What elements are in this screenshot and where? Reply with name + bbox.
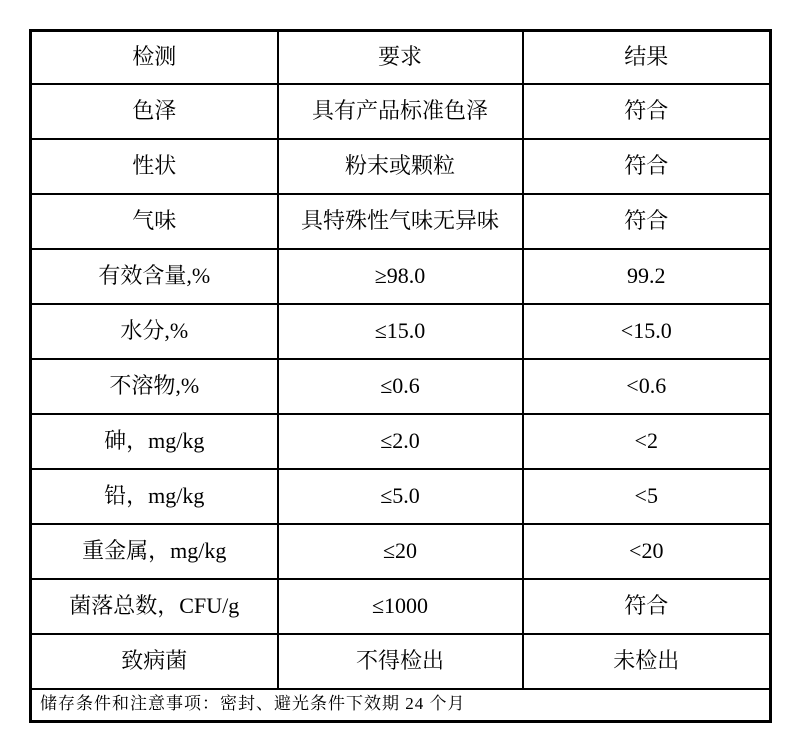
table-row bbox=[31, 304, 771, 359]
cell-requirement: 具有产品标准色泽 bbox=[278, 84, 523, 139]
cell-result: <2 bbox=[523, 414, 771, 469]
cell-result: <0.6 bbox=[523, 359, 771, 414]
table-row bbox=[31, 359, 771, 414]
table-header-row bbox=[31, 31, 771, 84]
cell-result: 符合 bbox=[523, 139, 771, 194]
cell-requirement: ≤20 bbox=[278, 524, 523, 579]
cell-result: 99.2 bbox=[523, 249, 771, 304]
cell-requirement: ≤1000 bbox=[278, 579, 523, 634]
table-row bbox=[31, 414, 771, 469]
storage-conditions-note: 储存条件和注意事项：密封、避光条件下效期 24 个月 bbox=[31, 689, 771, 722]
cell-requirement: ≤2.0 bbox=[278, 414, 523, 469]
inspection-table bbox=[29, 29, 772, 723]
table-row bbox=[31, 634, 771, 689]
cell-requirement: 不得检出 bbox=[278, 634, 523, 689]
cell-item: 水分,% bbox=[31, 304, 278, 359]
table-row bbox=[31, 139, 771, 194]
table-row bbox=[31, 579, 771, 634]
table-row bbox=[31, 194, 771, 249]
table-row bbox=[31, 524, 771, 579]
cell-item: 不溶物,% bbox=[31, 359, 278, 414]
cell-item: 铅，mg/kg bbox=[31, 469, 278, 524]
spec-sheet bbox=[29, 29, 772, 723]
cell-result: <20 bbox=[523, 524, 771, 579]
cell-item: 色泽 bbox=[31, 84, 278, 139]
cell-item: 致病菌 bbox=[31, 634, 278, 689]
cell-result: <5 bbox=[523, 469, 771, 524]
table-row bbox=[31, 469, 771, 524]
cell-result: 符合 bbox=[523, 84, 771, 139]
cell-requirement: ≤5.0 bbox=[278, 469, 523, 524]
cell-requirement: ≥98.0 bbox=[278, 249, 523, 304]
table-footer-row bbox=[31, 689, 771, 722]
cell-item: 菌落总数，CFU/g bbox=[31, 579, 278, 634]
cell-requirement: ≤0.6 bbox=[278, 359, 523, 414]
column-header-test: 检测 bbox=[31, 31, 278, 84]
column-header-requirement: 要求 bbox=[278, 31, 523, 84]
cell-item: 重金属，mg/kg bbox=[31, 524, 278, 579]
cell-item: 性状 bbox=[31, 139, 278, 194]
cell-result: 符合 bbox=[523, 194, 771, 249]
cell-result: 符合 bbox=[523, 579, 771, 634]
table-row bbox=[31, 84, 771, 139]
cell-requirement: 粉末或颗粒 bbox=[278, 139, 523, 194]
cell-result: <15.0 bbox=[523, 304, 771, 359]
table-row bbox=[31, 249, 771, 304]
cell-result: 未检出 bbox=[523, 634, 771, 689]
cell-item: 砷，mg/kg bbox=[31, 414, 278, 469]
cell-requirement: 具特殊性气味无异味 bbox=[278, 194, 523, 249]
cell-requirement: ≤15.0 bbox=[278, 304, 523, 359]
column-header-result: 结果 bbox=[523, 31, 771, 84]
cell-item: 有效含量,% bbox=[31, 249, 278, 304]
cell-item: 气味 bbox=[31, 194, 278, 249]
